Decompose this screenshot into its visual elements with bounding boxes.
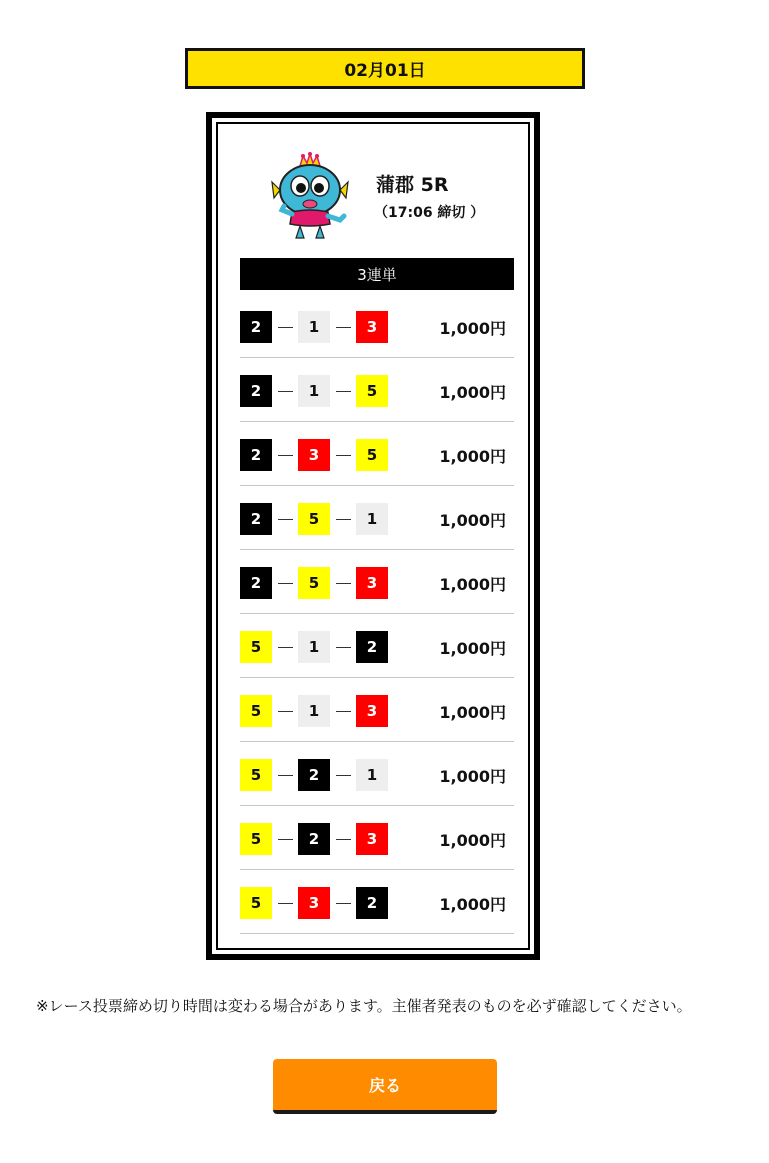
- combo-separator: [272, 519, 298, 520]
- boat-number-box: 3: [298, 887, 330, 919]
- boat-number-box: 5: [356, 439, 388, 471]
- race-card: [206, 112, 540, 960]
- boat-number-box: 5: [240, 631, 272, 663]
- boat-number-box: 5: [240, 695, 272, 727]
- boat-number-box: 1: [298, 631, 330, 663]
- combo-separator: [330, 839, 356, 840]
- bet-amount: 1,000円: [439, 511, 506, 530]
- bet-row: [240, 678, 514, 742]
- bet-combination: [240, 631, 388, 663]
- bet-amount: 1,000円: [439, 383, 506, 402]
- combo-separator: [330, 647, 356, 648]
- bet-amount: 1,000円: [439, 831, 506, 850]
- bet-amount: 1,000円: [439, 767, 506, 786]
- date-banner: [185, 48, 585, 89]
- boat-number-box: 1: [298, 375, 330, 407]
- boat-number-box: 3: [298, 439, 330, 471]
- bet-type-header: 3連単: [240, 258, 514, 290]
- bet-row: [240, 806, 514, 870]
- combo-separator: [330, 583, 356, 584]
- combo-separator: [330, 519, 356, 520]
- bet-combination: [240, 695, 388, 727]
- boat-number-box: 1: [298, 311, 330, 343]
- boat-number-box: 3: [356, 311, 388, 343]
- boat-number-box: 1: [356, 503, 388, 535]
- bet-row: [240, 294, 514, 358]
- boat-number-box: 2: [356, 631, 388, 663]
- boat-number-box: 2: [240, 503, 272, 535]
- bet-combination: [240, 823, 388, 855]
- fish-mascot-icon: [270, 152, 350, 242]
- race-name: 蒲郡 5R: [376, 174, 449, 196]
- date-label: 02月01日: [344, 61, 426, 81]
- bet-combination: [240, 887, 388, 919]
- bet-amount: 1,000円: [439, 639, 506, 658]
- combo-separator: [330, 775, 356, 776]
- bet-amount: 1,000円: [439, 703, 506, 722]
- bet-list: [240, 294, 514, 934]
- race-deadline: （17:06 締切 ）: [374, 205, 485, 221]
- combo-separator: [272, 455, 298, 456]
- bet-row: [240, 870, 514, 934]
- combo-separator: [272, 391, 298, 392]
- combo-separator: [272, 775, 298, 776]
- bet-combination: [240, 439, 388, 471]
- deadline-notice: ※レース投票締め切り時間は変わる場合があります。主催者発表のものを必ず確認してください。: [36, 997, 692, 1015]
- bet-row: [240, 614, 514, 678]
- combo-separator: [272, 647, 298, 648]
- bet-row: [240, 486, 514, 550]
- boat-number-box: 5: [240, 759, 272, 791]
- combo-separator: [272, 839, 298, 840]
- boat-number-box: 2: [356, 887, 388, 919]
- boat-number-box: 2: [240, 567, 272, 599]
- boat-number-box: 3: [356, 695, 388, 727]
- combo-separator: [272, 711, 298, 712]
- boat-number-box: 2: [298, 823, 330, 855]
- boat-number-box: 2: [240, 375, 272, 407]
- bet-combination: [240, 503, 388, 535]
- boat-number-box: 2: [240, 311, 272, 343]
- bet-combination: [240, 311, 388, 343]
- boat-number-box: 3: [356, 567, 388, 599]
- boat-number-box: 5: [298, 567, 330, 599]
- combo-separator: [272, 903, 298, 904]
- race-card-inner: [216, 122, 530, 950]
- bet-combination: [240, 375, 388, 407]
- combo-separator: [330, 327, 356, 328]
- combo-separator: [330, 711, 356, 712]
- boat-number-box: 5: [298, 503, 330, 535]
- bet-combination: [240, 567, 388, 599]
- bet-row: [240, 358, 514, 422]
- boat-number-box: 2: [240, 439, 272, 471]
- combo-separator: [272, 327, 298, 328]
- boat-number-box: 3: [356, 823, 388, 855]
- boat-number-box: 1: [356, 759, 388, 791]
- bet-amount: 1,000円: [439, 447, 506, 466]
- bet-amount: 1,000円: [439, 575, 506, 594]
- boat-number-box: 5: [240, 823, 272, 855]
- combo-separator: [330, 455, 356, 456]
- boat-number-box: 5: [356, 375, 388, 407]
- bet-row: [240, 550, 514, 614]
- boat-number-box: 5: [240, 887, 272, 919]
- bet-combination: [240, 759, 388, 791]
- bet-amount: 1,000円: [439, 319, 506, 338]
- combo-separator: [330, 903, 356, 904]
- boat-number-box: 1: [298, 695, 330, 727]
- bet-row: [240, 422, 514, 486]
- race-header: [218, 124, 528, 254]
- back-button[interactable]: 戻る: [273, 1059, 497, 1114]
- combo-separator: [330, 391, 356, 392]
- bet-row: [240, 742, 514, 806]
- bet-amount: 1,000円: [439, 895, 506, 914]
- combo-separator: [272, 583, 298, 584]
- boat-number-box: 2: [298, 759, 330, 791]
